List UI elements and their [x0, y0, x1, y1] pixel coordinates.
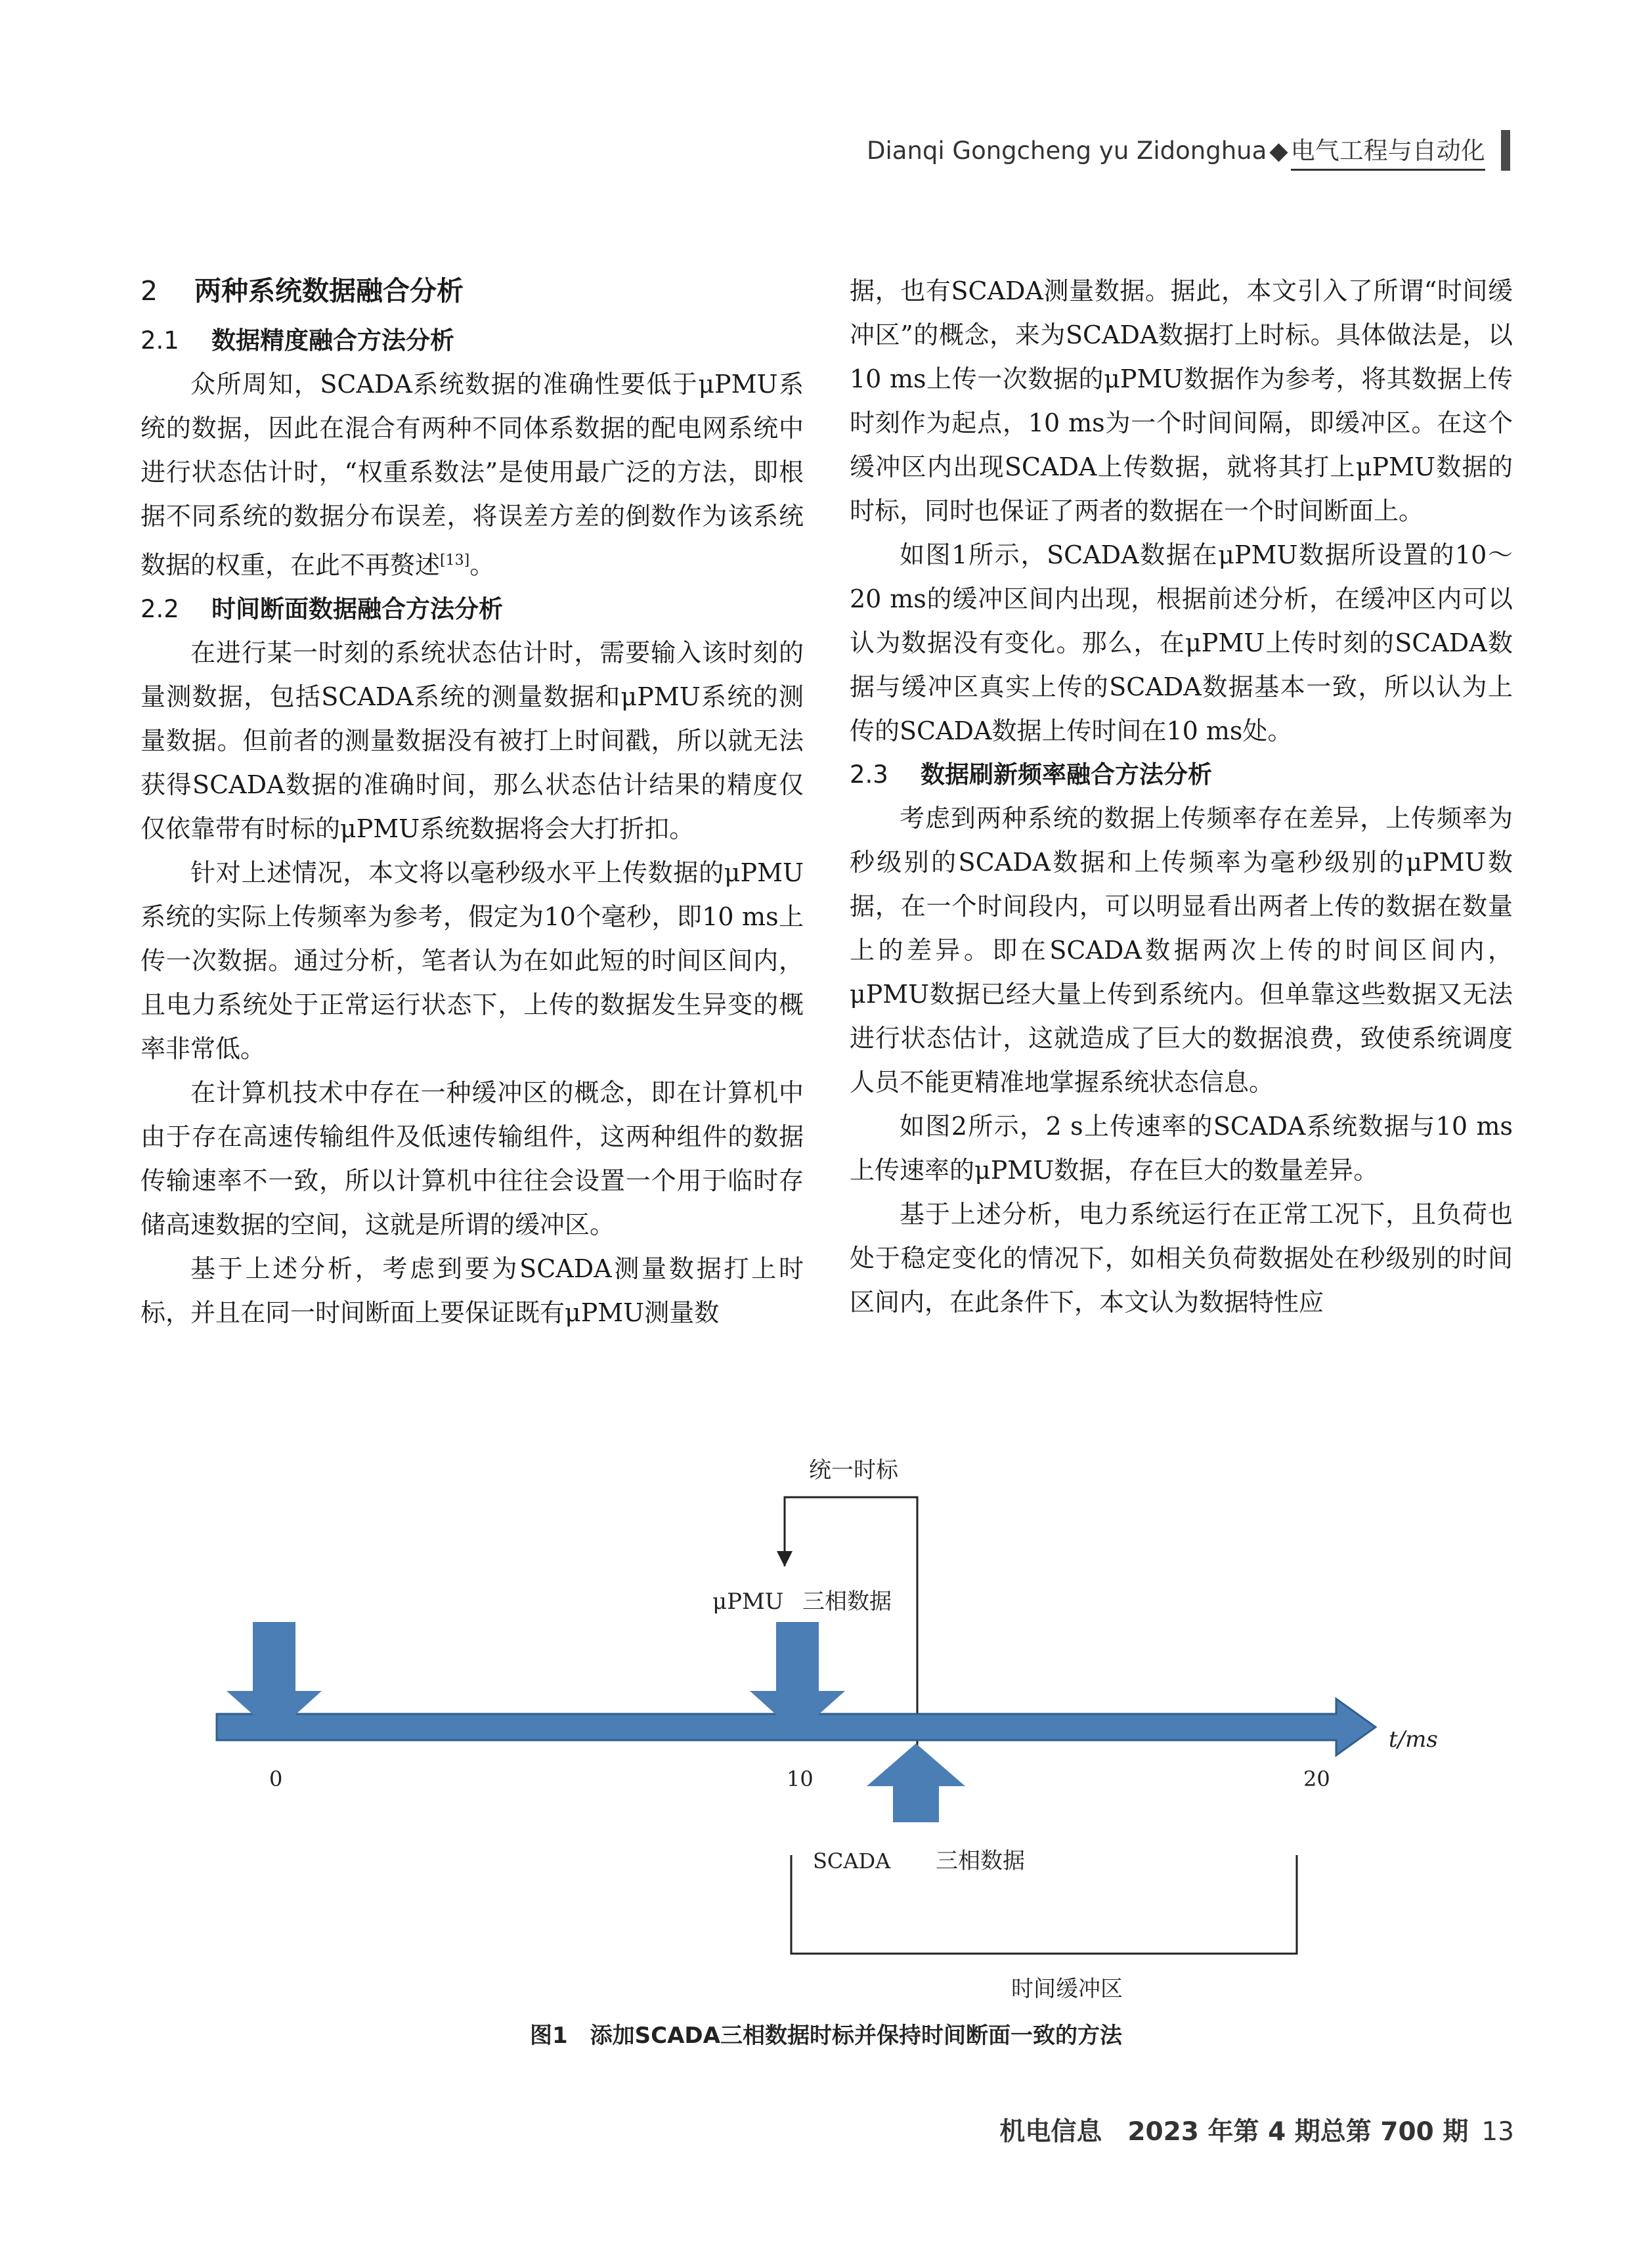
paragraph-text: 众所周知，SCADA系统数据的准确性要低于μPMU系统的数据，因此在混合有两种不同体系数据的配电网系统中进行状态估计时，“权重系数法”是使用最广泛的方法，即根据不同系统的数据分布误差，将误差方差的倒数作为该系统数据的权重，在此不再赘述 — [141, 370, 804, 580]
down-arrow-0-icon — [227, 1622, 322, 1734]
buffer-label: 时间缓冲区 — [1011, 1976, 1123, 2002]
paragraph: 在进行某一时刻的系统状态估计时，需要输入该时刻的量测数据，包括SCADA系统的测量数据和μPMU系统的测量数据。但前者的测量数据没有被打上时间戳，所以就无法获得SCADA数据的准确时间，那么状态估计结果的精度仅仅依靠带有时标的μPMU系统数据将会大打折扣。 — [141, 638, 804, 843]
paragraph: 基于上述分析，考虑到要为SCADA测量数据打上时标，并且在同一时间断面上要保证既有μPMU测量数 — [141, 1254, 804, 1327]
right-column — [850, 269, 1513, 1325]
section-2-2-heading — [141, 588, 804, 631]
section-number: 2.1 — [141, 326, 179, 355]
axis-label: t/ms — [1389, 1726, 1438, 1753]
header-journal-cn: 电气工程与自动化 — [1291, 131, 1485, 171]
section-title: 数据精度融合方法分析 — [211, 326, 454, 355]
section-title: 两种系统数据融合分析 — [194, 275, 464, 307]
section-2-heading — [141, 269, 804, 313]
paragraph: 基于上述分析，电力系统运行在正常工况下，且负荷也处于稳定变化的情况下，如相关负荷数据处在秒级别的时间区间内，在此条件下，本文认为数据特性应 — [850, 1200, 1513, 1317]
section-title: 时间断面数据融合方法分析 — [211, 594, 503, 623]
section-2-3-heading — [850, 753, 1513, 797]
section-2-1-heading — [141, 319, 804, 362]
footer-journal: 机电信息 2023 年第 4 期总第 700 期 — [999, 2117, 1469, 2147]
unify-connector-line — [785, 1497, 917, 1766]
unify-label: 统一时标 — [809, 1457, 898, 1483]
section-title: 数据刷新频率融合方法分析 — [921, 760, 1212, 789]
scada-label: SCADA — [813, 1849, 891, 1874]
scada-three-phase-label: 三相数据 — [936, 1848, 1025, 1874]
down-arrow-upmu-icon — [750, 1622, 845, 1734]
paragraph: 如图1所示，SCADA数据在μPMU数据所设置的10～20 ms的缓冲区间内出现，根据前述分析，在缓冲区内可以认为数据没有变化。那么，在μPMU上传时刻的SCADA数据与缓冲区真实上传的SCADA数据基本一致，所以认为上传的SCADA数据上传时间在10 ms处。 — [850, 540, 1513, 745]
upmu-label: μPMU — [712, 1589, 784, 1615]
citation: [13] — [440, 552, 470, 569]
diamond-icon: ◆ — [1269, 136, 1288, 165]
tick-0: 0 — [269, 1766, 283, 1791]
header-bar-icon — [1501, 130, 1510, 171]
left-column — [141, 269, 804, 1335]
unify-arrowhead-icon — [777, 1551, 793, 1567]
paragraph: 考虑到两种系统的数据上传频率存在差异，上传频率为秒级别的SCADA数据和上传频率为毫秒级别的μPMU数据，在一个时间段内，可以明显看出两者上传的数据在数量上的差异。即在SCADA数据两次上传的时间区间内，μPMU数据已经大量上传到系统内。但单靠这些数据又无法进行状态估计，这就造成了巨大的数据浪费，致使系统调度人员不能更精准地掌握系统状态信息。 — [850, 804, 1513, 1097]
paragraph: 在计算机技术中存在一种缓冲区的概念，即在计算机中由于存在高速传输组件及低速传输组件，这两种组件的数据传输速率不一致，所以计算机中往往会设置一个用于临时存储高速数据的空间，这就是所谓的缓冲区。 — [141, 1078, 804, 1239]
tick-20: 20 — [1303, 1766, 1330, 1791]
page-footer — [999, 2111, 1514, 2148]
time-axis-arrow — [217, 1699, 1376, 1755]
tick-10: 10 — [787, 1766, 814, 1791]
section-number: 2.2 — [141, 594, 179, 623]
header-pinyin: Dianqi Gongcheng yu Zidonghua — [867, 136, 1267, 165]
paragraph — [141, 362, 804, 588]
figure-caption: 图1 添加SCADA三相数据时标并保持时间断面一致的方法 — [530, 2023, 1122, 2049]
section-number: 2.3 — [850, 760, 888, 789]
up-arrow-scada-icon — [867, 1743, 965, 1822]
running-header — [867, 130, 1510, 171]
paragraph: 如图2所示，2 s上传速率的SCADA系统数据与10 ms上传速率的μPMU数据，存在巨大的数量差异。 — [850, 1112, 1513, 1185]
paragraph-text: 。 — [469, 550, 495, 580]
paragraph: 据，也有SCADA测量数据。据此，本文引入了所谓“时间缓冲区”的概念，来为SCADA数据打上时标。具体做法是，以10 ms上传一次数据的μPMU数据作为参考，将其数据上传时刻作为起点，10 ms为一个时间间隔，即缓冲区。在这个缓冲区内出现SCADA上传数据，就将其打上μPMU数据的时标，同时也保证了两者的数据在一个时间断面上。 — [850, 276, 1513, 525]
upmu-three-phase-label: 三相数据 — [802, 1589, 892, 1615]
unify-arrowhead-bottom-icon — [909, 1755, 925, 1770]
buffer-bracket — [791, 1855, 1297, 1954]
section-number: 2 — [141, 275, 158, 307]
page-number: 13 — [1481, 2117, 1514, 2147]
paragraph: 针对上述情况，本文将以毫秒级水平上传数据的μPMU系统的实际上传频率为参考，假定为10个毫秒，即10 ms上传一次数据。通过分析，笔者认为在如此短的时间区间内，且电力系统处于正常运行状态下，上传的数据发生异变的概率非常低。 — [141, 858, 804, 1063]
